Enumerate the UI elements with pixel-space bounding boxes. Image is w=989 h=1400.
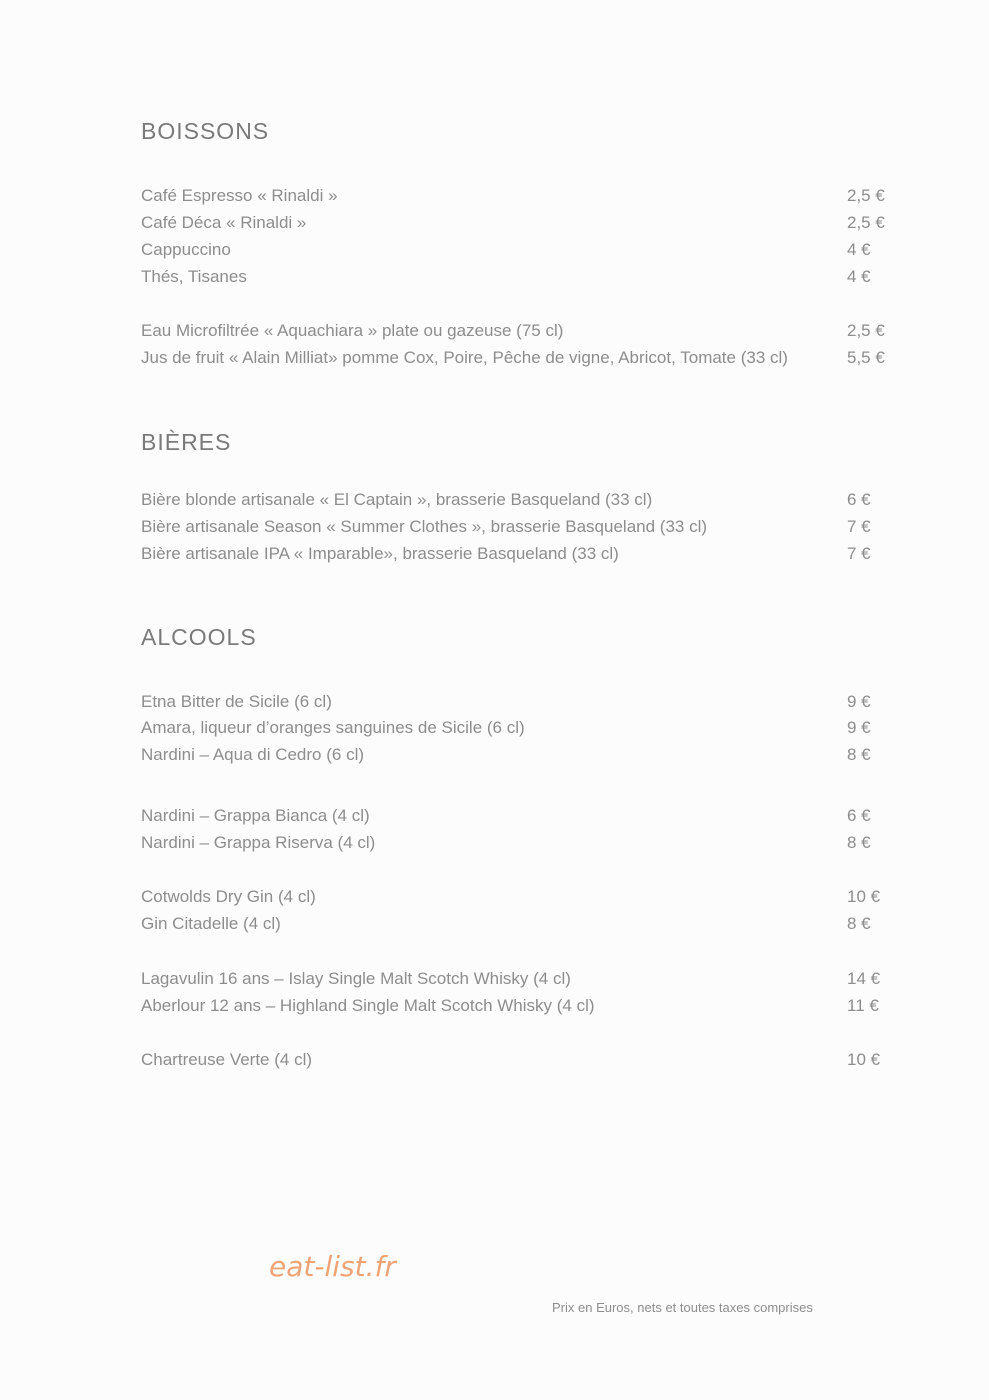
menu-item	[141, 716, 887, 740]
section-title-boissons: BOISSONS	[141, 118, 270, 144]
menu-item-name: Chartreuse Verte (4 cl)	[141, 1050, 313, 1069]
watermark: eat-list.fr	[269, 1250, 396, 1283]
menu-item-name: Jus de fruit « Alain Milliat» pomme Cox, Poire, Pêche de vigne, Abricot, Tomate (33 cl)	[141, 348, 788, 367]
menu-item-name: Aberlour 12 ans – Highland Single Malt Scotch Whisky (4 cl)	[141, 996, 595, 1015]
menu-item	[141, 238, 887, 262]
menu-item-name: Lagavulin 16 ans – Islay Single Malt Scotch Whisky (4 cl)	[141, 969, 571, 988]
menu-item	[141, 542, 887, 566]
menu-item-price: 7 €	[847, 517, 871, 536]
menu-item-price: 5,5 €	[847, 348, 885, 367]
menu-item	[141, 690, 887, 714]
menu-item	[141, 346, 887, 370]
menu-item-name: Gin Citadelle (4 cl)	[141, 914, 281, 933]
menu-item	[141, 743, 887, 767]
menu-item-name: Cotwolds Dry Gin (4 cl)	[141, 887, 316, 906]
menu-item	[141, 804, 887, 828]
menu-item-price: 8 €	[847, 833, 871, 852]
menu-item	[141, 319, 887, 343]
menu-item	[141, 211, 887, 235]
menu-item-name: Nardini – Aqua di Cedro (6 cl)	[141, 745, 365, 764]
menu-item-name: Eau Microfiltrée « Aquachiara » plate ou gazeuse (75 cl)	[141, 321, 564, 340]
menu-item-name: Amara, liqueur d’oranges sanguines de Sicile (6 cl)	[141, 718, 525, 737]
menu-item	[141, 1048, 887, 1072]
section-title-bieres: BIÈRES	[141, 429, 232, 455]
menu-item	[141, 515, 887, 539]
menu-item-price: 8 €	[847, 745, 871, 764]
menu-item	[141, 967, 887, 991]
menu-item	[141, 184, 887, 208]
menu-item-name: Etna Bitter de Sicile (6 cl)	[141, 692, 332, 711]
menu-item	[141, 885, 887, 909]
menu-item-name: Café Déca « Rinaldi »	[141, 213, 307, 232]
menu-item-price: 4 €	[847, 267, 871, 286]
menu-item-name: Thés, Tisanes	[141, 267, 247, 286]
menu-item-price: 11 €	[847, 996, 879, 1015]
menu-item-name: Café Espresso « Rinaldi »	[141, 186, 338, 205]
menu-item-price: 6 €	[847, 806, 871, 825]
menu-item-price: 9 €	[847, 718, 871, 737]
menu-item-price: 6 €	[847, 490, 871, 509]
menu-item-name: Cappuccino	[141, 240, 231, 259]
menu-item-price: 7 €	[847, 544, 871, 563]
menu-item-name: Nardini – Grappa Riserva (4 cl)	[141, 833, 376, 852]
menu-item	[141, 831, 887, 855]
menu-item-price: 10 €	[847, 1050, 881, 1069]
menu-item-price: 9 €	[847, 692, 871, 711]
menu-item	[141, 994, 887, 1018]
menu-item	[141, 488, 887, 512]
price-note: Prix en Euros, nets et toutes taxes comprises	[552, 1300, 813, 1315]
menu-item-price: 10 €	[847, 887, 881, 906]
menu-item-name: Bière artisanale IPA « Imparable», brasserie Basqueland (33 cl)	[141, 544, 619, 563]
menu-item-name: Nardini – Grappa Bianca (4 cl)	[141, 806, 370, 825]
menu-item-price: 2,5 €	[847, 186, 885, 205]
menu-item	[141, 265, 887, 289]
menu-item	[141, 912, 887, 936]
menu-item-name: Bière blonde artisanale « El Captain », brasserie Basqueland (33 cl)	[141, 490, 653, 509]
menu-item-name: Bière artisanale Season « Summer Clothes », brasserie Basqueland (33 cl)	[141, 517, 708, 536]
menu-item-price: 4 €	[847, 240, 871, 259]
menu-item-price: 2,5 €	[847, 321, 885, 340]
menu-item-price: 2,5 €	[847, 213, 885, 232]
menu-item-price: 8 €	[847, 914, 871, 933]
menu-item-price: 14 €	[847, 969, 881, 988]
section-title-alcools: ALCOOLS	[141, 624, 257, 650]
